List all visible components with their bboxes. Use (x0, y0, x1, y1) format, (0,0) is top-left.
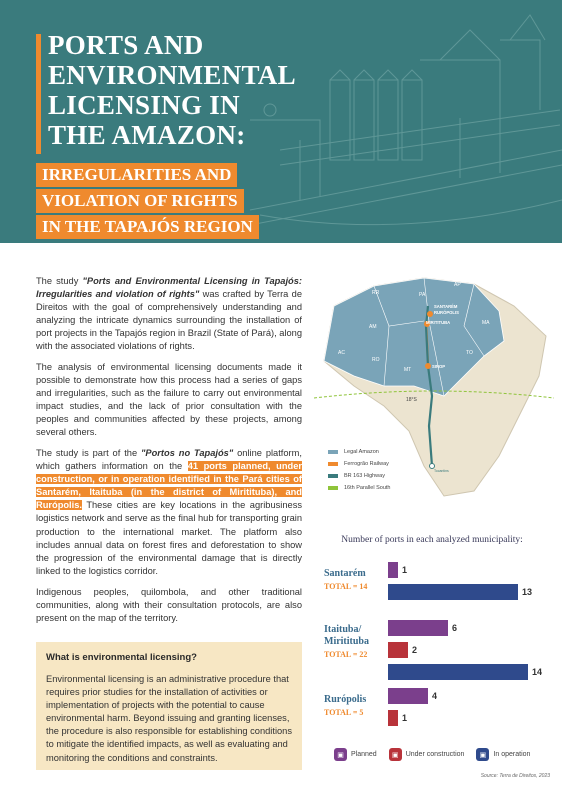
legend-label: 16th Parallel South (344, 485, 391, 491)
place-label: MIRITITUBA (426, 320, 451, 325)
map-legend (328, 446, 390, 494)
licensing-info-box (36, 642, 302, 770)
text: The analysis of environmental licensing documents made it possible to demonstrate how this process had a series of gaps and irregularities, such as the failure to carry out environmental impact studies, and the lack of prior consultation with the peoples and communities affected by these projects, among several others. (36, 362, 302, 438)
legend-item (328, 482, 390, 494)
bar-value-label: 14 (532, 667, 543, 677)
chart-bar (388, 562, 398, 578)
city-label: Itaituba/ Miritituba (324, 624, 369, 647)
communities-paragraph (36, 586, 302, 625)
text: was crafted by Terra de Direitos with the goal of comprehensively understanding and analyzing the intricate dynamics surrounding the installation of port projects in the Tapajós region in Brazil (State of Pará), along with the associated violations of rights. (36, 289, 302, 352)
box-title: What is environmental licensing? (46, 652, 197, 663)
highlight-text: 41 ports planned, under construction, or in operation identified in the Pará cities of Santarém, Itaituba (in the district of Miritituba), and Rurópolis. (36, 461, 302, 511)
chart-bar (388, 584, 518, 600)
operation-icon: ▣ (476, 748, 489, 761)
state-label: AC (338, 350, 345, 356)
title-accent-bar (36, 34, 41, 154)
place-label: SANTARÉM (434, 304, 458, 309)
chart-legend (334, 748, 530, 761)
state-label: MA (482, 320, 490, 326)
legend-label: BR 163 Highway (344, 473, 385, 479)
legend-label: Planned (351, 751, 377, 758)
chart-bar (388, 688, 428, 704)
chart-source: Source: Terra de Direitos, 2023 (480, 773, 550, 779)
header-banner (0, 0, 562, 243)
title-line: LICENSING IN (48, 90, 240, 120)
title-line: PORTS AND (48, 30, 204, 60)
chart-bar (388, 710, 398, 726)
city-label: Rurópolis (324, 694, 367, 705)
legend-item (328, 446, 390, 458)
state-label: AM (369, 324, 377, 330)
text: The study is part of the (36, 448, 142, 458)
legend-label: In operation (493, 751, 531, 758)
city-label: Santarém (324, 568, 366, 579)
legend-item (328, 470, 390, 482)
parallel-label: 18°S (406, 397, 417, 403)
subtitle-line: VIOLATION OF RIGHTS (36, 189, 244, 213)
chart-bar (388, 664, 528, 680)
intro-paragraph (36, 275, 302, 354)
legend-swatch (328, 486, 338, 490)
chart-bar (388, 620, 448, 636)
planned-icon: ▣ (334, 748, 347, 761)
page-title (48, 30, 296, 150)
bar-value-label: 6 (452, 623, 458, 633)
place-label: RURÓPOLIS (434, 310, 459, 315)
box-text: Environmental licensing is an administrative procedure that requires prior studies for the installation of activities or implementation of projects with the potential to cause environmental harm. Beyond issuing and granting licenses, the procedure is also responsible for establishing conditions to mitigate the identified impacts, as well as evaluating and monitoring the conditions and constraints. (46, 674, 292, 763)
text: The study (36, 276, 83, 286)
legend-swatch (328, 462, 338, 466)
bar-value-label: 2 (412, 645, 418, 655)
bar-value-label: 13 (522, 587, 533, 597)
study-title: "Ports and Environmental Licensing in Tapajós: Irregularities and violation of rights" (36, 276, 302, 300)
place-label: Tocantins (434, 469, 449, 473)
city-total: TOTAL = 5 (324, 708, 364, 717)
bar-value-label: 4 (432, 691, 438, 701)
legend-label: Legal Amazon (344, 449, 379, 455)
legend-label: Ferrogrão Railway (344, 461, 389, 467)
legend-swatch (328, 450, 338, 454)
chart-bar (388, 642, 408, 658)
page-subtitle (36, 163, 259, 241)
subtitle-line: IRREGULARITIES AND (36, 163, 237, 187)
title-line: THE AMAZON: (48, 120, 246, 150)
text: Indigenous peoples, quilombola, and other traditional communities, along with their consultation protocols, are also present on the map of the territory. (36, 587, 302, 624)
legend-item (328, 458, 390, 470)
ports-bar-chart (316, 548, 556, 768)
city-total: TOTAL = 22 (324, 650, 368, 659)
subtitle-line: IN THE TAPAJÓS REGION (36, 215, 259, 239)
state-label: TO (466, 350, 473, 356)
bar-value-label: 1 (402, 565, 408, 575)
title-line: ENVIRONMENTAL (48, 60, 296, 90)
state-label: RO (372, 357, 380, 363)
legend-item-in-operation (476, 748, 530, 761)
state-label: AP (454, 282, 461, 288)
state-label: PA (419, 292, 426, 298)
platform-name: "Portos no Tapajós" (141, 448, 234, 458)
text: online platform, which gathers information on the (36, 448, 302, 472)
state-label: MT (404, 367, 412, 373)
legend-label: Under construction (405, 751, 465, 758)
city-total: TOTAL = 14 (324, 582, 368, 591)
construction-icon: ▣ (389, 748, 402, 761)
legend-item-under-construction (389, 748, 465, 761)
platform-paragraph (36, 447, 302, 578)
analysis-paragraph (36, 361, 302, 440)
legend-item-planned (334, 748, 377, 761)
chart-title: Number of ports in each analyzed municipality: (341, 535, 523, 545)
state-label: RR (372, 290, 380, 296)
bar-value-label: 1 (402, 713, 408, 723)
text: These cities are key locations in the agribusiness logistics network and serve as the final hub for transporting grain production to the international market. The platform also includes annual data on forest fires and deforestation to show the progression of the environmental damage that is directly linked to the logistics corridor. (36, 500, 302, 576)
legend-swatch (328, 474, 338, 478)
place-label: SINOP (432, 364, 446, 369)
